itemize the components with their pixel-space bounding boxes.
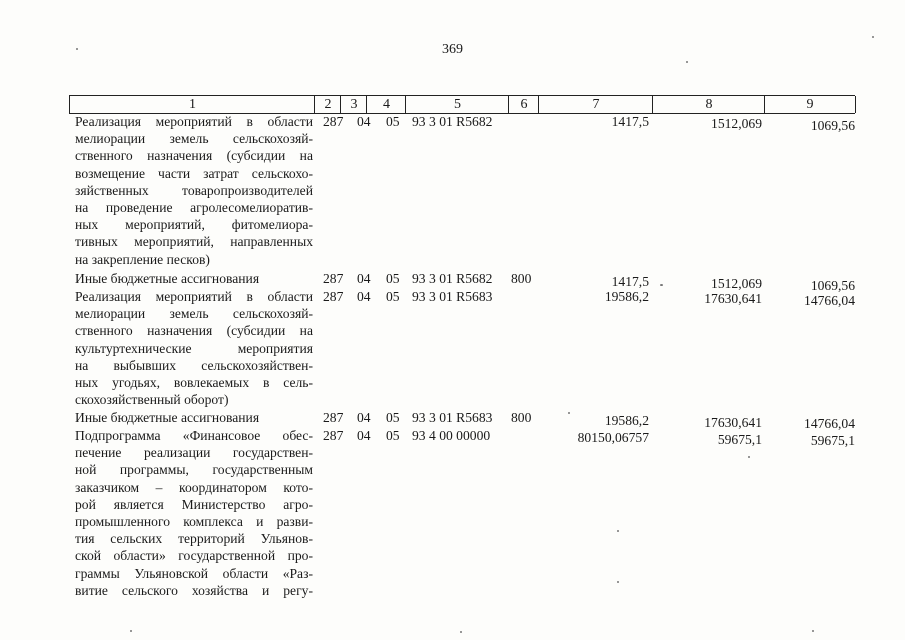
row-name-line: мелиорации земель сельскохозяй- <box>75 306 313 322</box>
cell-col-2: 287 <box>323 428 344 443</box>
cell-col-2: 287 <box>323 114 344 129</box>
row-name-line: заказчиком – координатором кото- <box>75 479 313 495</box>
row-name-line: скохозяйственный оборот) <box>75 392 229 408</box>
cell-col-7: 19586,2 <box>604 289 649 304</box>
row-name-line: рой является Министерство агро- <box>75 496 313 512</box>
cell-col-9: 14766,04 <box>804 293 855 308</box>
row-name <box>75 427 313 599</box>
scan-speck <box>130 630 132 632</box>
row-name-line: зяйственных товаропроизводителей <box>75 182 313 198</box>
scan-speck <box>568 412 570 414</box>
row-name <box>75 113 313 268</box>
cell-col-2: 287 <box>323 289 344 304</box>
cell-col-3: 04 <box>357 410 371 425</box>
row-name-line: на проведение агролесомелиоратив- <box>75 199 313 215</box>
scan-speck <box>76 48 78 50</box>
cell-col-8: 17630,641 <box>704 291 762 306</box>
cell-col-9: 1069,56 <box>810 118 855 133</box>
cell-col-3: 04 <box>357 428 371 443</box>
cell-col-7: 1417,5 <box>611 274 649 289</box>
row-name-line: тивных мероприятий, направленных <box>75 234 313 250</box>
scan-speck <box>686 61 688 63</box>
row-name-line: витие сельского хозяйства и регу- <box>75 582 313 598</box>
row-name-line: Иные бюджетные ассигнования <box>75 410 260 425</box>
page-number: 369 <box>442 42 463 57</box>
cell-col-8: 59675,1 <box>717 432 762 447</box>
cell-col-5: 93 3 01 R5682 <box>412 114 493 129</box>
row-name-line: тия сельских территорий Ульянов- <box>75 531 313 547</box>
cell-col-4: 05 <box>386 410 400 425</box>
row-name-line: граммы Ульяновской области «Раз- <box>75 565 313 581</box>
cell-col-4: 05 <box>386 428 400 443</box>
cell-col-5: 93 3 01 R5683 <box>412 410 493 425</box>
row-name-line: ственного назначения (субсидии на <box>75 323 313 339</box>
scan-speck <box>617 581 619 583</box>
cell-col-8: 1512,069 <box>711 116 762 131</box>
header-col-2: 2 <box>314 96 341 113</box>
cell-col-6: 800 <box>511 271 532 286</box>
cell-col-3: 04 <box>357 114 371 129</box>
row-name-line: ской области» государственной про- <box>75 548 313 564</box>
cell-col-5: 93 4 00 00000 <box>412 428 491 443</box>
row-name-line: на выбывших сельскохозяйствен- <box>75 357 313 373</box>
cell-col-9: 59675,1 <box>810 433 855 448</box>
cell-col-2: 287 <box>323 410 344 425</box>
scan-speck <box>617 530 619 532</box>
header-col-4: 4 <box>366 96 406 113</box>
row-name-line: мелиорации земель сельскохозяй- <box>75 131 313 147</box>
cell-col-4: 05 <box>386 114 400 129</box>
row-name-line: ной программы, государственным <box>75 462 313 478</box>
scan-speck <box>748 456 750 458</box>
row-name-line: Реализация мероприятий в области <box>75 114 313 129</box>
row-name-line: ных мероприятий, фитомелиора- <box>75 217 313 233</box>
row-name-line: Иные бюджетные ассигнования <box>75 271 260 286</box>
header-col-7: 7 <box>538 96 653 113</box>
row-name-line: промышленного комплекса и разви- <box>75 513 313 529</box>
cell-col-7: 19586,2 <box>604 413 649 428</box>
cell-col-3: 04 <box>357 271 371 286</box>
row-name <box>75 270 313 287</box>
cell-col-5: 93 3 01 R5683 <box>412 289 493 304</box>
header-col-9: 9 <box>764 96 856 113</box>
cell-col-9: 14766,04 <box>804 416 855 431</box>
cell-col-7: 1417,5 <box>611 114 649 129</box>
cell-col-8: 1512,069 <box>711 276 762 291</box>
row-name-line: ных угодьях, вовлекаемых в сель- <box>75 374 313 390</box>
header-col-1: 1 <box>69 96 315 113</box>
row-name-line: на закрепление песков) <box>75 251 210 267</box>
scan-speck <box>872 36 874 38</box>
row-name <box>75 288 313 408</box>
row-name-line: ственного назначения (субсидии на <box>75 148 313 164</box>
row-name-line: возмещение части затрат сельскохо- <box>75 165 313 181</box>
cell-col-4: 05 <box>386 289 400 304</box>
cell-col-7: 80150,06757 <box>577 430 649 445</box>
row-name-line: печение реализации государствен- <box>75 445 313 461</box>
scan-speck <box>812 630 814 632</box>
scan-speck <box>660 284 663 286</box>
row-name <box>75 409 313 426</box>
header-col-5: 5 <box>405 96 509 113</box>
cell-col-2: 287 <box>323 271 344 286</box>
cell-col-8: 17630,641 <box>704 415 762 430</box>
row-name-line: Реализация мероприятий в области <box>75 289 313 304</box>
cell-col-9: 1069,56 <box>810 278 855 293</box>
cell-col-4: 05 <box>386 271 400 286</box>
header-col-3: 3 <box>340 96 367 113</box>
cell-col-5: 93 3 01 R5682 <box>412 271 493 286</box>
row-name-line: культуртехнические мероприятия <box>75 340 313 356</box>
header-col-6: 6 <box>508 96 539 113</box>
header-col-8: 8 <box>652 96 765 113</box>
table-header <box>69 95 855 114</box>
cell-col-6: 800 <box>511 410 532 425</box>
row-name-line: Подпрограмма «Финансовое обес- <box>75 428 313 443</box>
cell-col-3: 04 <box>357 289 371 304</box>
scan-speck <box>460 631 462 633</box>
